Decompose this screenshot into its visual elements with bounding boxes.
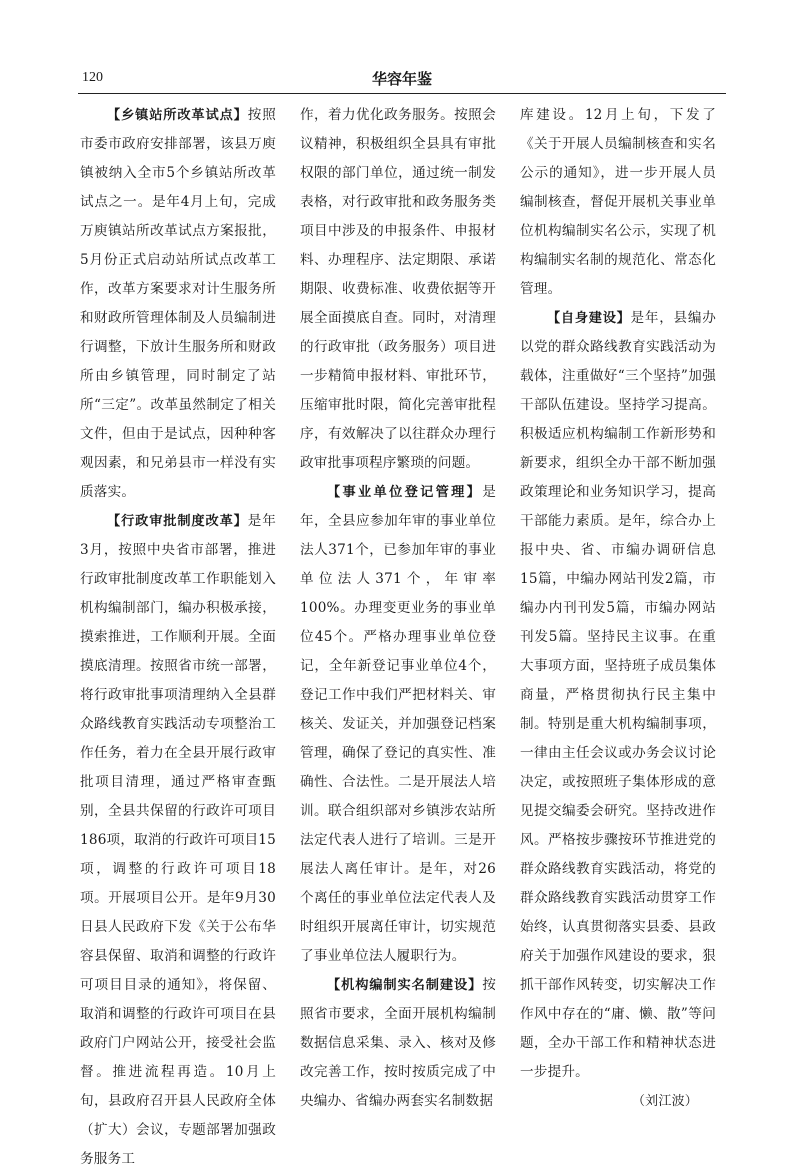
header-divider (78, 93, 726, 94)
section-heading: 【乡镇站所改革试点】 (107, 108, 248, 123)
page-header (78, 66, 726, 90)
column-middle (300, 101, 496, 1116)
book-title: 华容年鉴 (371, 70, 432, 88)
paragraph-body: 按照省市要求，全面开展机构编制数据信息采集、录入、核对及修改完善工作，按时按质完成了中央编办、省编办两套实名制数据 (300, 977, 496, 1109)
paragraph-institution-registration (300, 478, 496, 971)
paragraph-body: 是年，全县应参加年审的事业单位法人371个，已参加年审的事业单位法人371个，年审率100%。办理变更业务的事业单位45个。严格办理事业单位登记，全年新登记事业单位4个，登记工作中我们严把材料关、审核关、发证关，并加强登记档案管理，确保了登记的真实性、准确性、合法性。二是开展法人培训。联合组织部对乡镇涉农站所法定代表人进行了培训。三是开展法人离任审计。是年，对26个离任的事业单位法定代表人及时组织开展离任审计，切实规范了事业单位法人履职行为。 (300, 484, 496, 964)
paragraph-continued: 作，着力优化政务服务。按照会议精神，积极组织全县具有审批权限的部门单位，通过统一制发表格，对行政审批和政务服务类项目中涉及的申报条件、申报材料、办理程序、法定期限、承诺期限、收费标准、收费依据等开展全面摸底自查。同时，对清理的行政审批（政务服务）项目进一步精简申报材料、审批环节，压缩审批时限，简化完善审批程序，有效解决了以往群众办理行政审批事项程序繁琐的问题。 (300, 107, 496, 471)
paragraph-self-building (520, 304, 716, 1087)
paragraph-admin-approval-reform (80, 507, 276, 1174)
section-heading: 【机构编制实名制建设】 (327, 978, 483, 993)
paragraph-body: 是年3月，按照中央省市部署，推进行政审批制度改革工作职能划入机构编制部门，编办积极承接，摸索推进，工作顺利开展。全面摸底清理。按照省市统一部署，将行政审批事项清理纳入全县群众路线教育实践活动专项整治工作任务，着力在全县开展行政审批项目清理，通过严格审查甄别，全县共保留的行政许可项目186项，取消的行政许可项目15项，调整的行政许可项目18项。开展项目公开。是年9月30日县人民政府下发《关于公布华容县保留、取消和调整的行政许可项目目录的通知》，将保留、取消和调整的行政许可项目在县政府门户网站公开，接受社会监督。推进流程再造。10月上旬，县政府召开县人民政府全体（扩大）会议，专题部署加强政务服务工 (80, 513, 277, 1167)
section-heading: 【自身建设】 (547, 311, 631, 326)
paragraph-township-reform (80, 101, 276, 507)
author-credit: （刘江波） (631, 1094, 698, 1109)
paragraph-body: 是年，县编办以党的群众路线教育实践活动为载体，注重做好“三个坚持”加强干部队伍建设。坚持学习提高。积极适应机构编制工作新形势和新要求，组织全办干部不断加强政策理论和业务知识学习，提高干部能力素质。是年，综合办上报中央、省、市编办调研信息15篇，中编办网站刊发2篇，市编办内刊刊发5篇，市编办网站刊发5篇。坚持民主议事。在重大事项方面，坚持班子成员集体商量，严格贯彻执行民主集中制。特别是重大机构编制事项，一律由主任会议或办务会议讨论决定，或按照班子集体形成的意见提交编委会研究。坚持改进作风。严格按步骤按环节推进党的群众路线教育实践活动，将党的群众路线教育实践活动贯穿工作始终，认真贯彻落实县委、县政府关于加强作风建设的要求，狠抓干部作风转变，切实解决工作作风中存在的“庸、懒、散”等问题，全办干部工作和精神状态进一步提升。 (520, 310, 716, 1080)
column-right (520, 101, 716, 1116)
paragraph-continued: 库建设。12月上旬，下发了《关于开展人员编制核查和实名公示的通知》，进一步开展人员编制核查，督促开展机关事业单位机构编制实名公示，实现了机构编制实名制的规范化、常态化管理。 (520, 107, 716, 297)
page-number: 120 (82, 70, 103, 85)
section-heading: 【事业单位登记管理】 (327, 485, 483, 500)
paragraph-body: 按照市委市政府安排部署，该县万庾镇被纳入全市5个乡镇站所改革试点之一。是年4月上旬，完成万庾镇站所改革试点方案报批，5月份正式启动站所试点改革工作，改革方案要求对计生服务所和财政所管理体制及人员编制进行调整，下放计生服务所和财政所由乡镇管理，同时制定了站所“三定”。改革虽然制定了相关文件，但由于是试点，因种种客观因素，和兄弟县市一样没有实质落实。 (80, 107, 277, 500)
paragraph-real-name-system (300, 971, 496, 1116)
section-heading: 【行政审批制度改革】 (107, 514, 248, 529)
column-left (80, 101, 276, 1174)
